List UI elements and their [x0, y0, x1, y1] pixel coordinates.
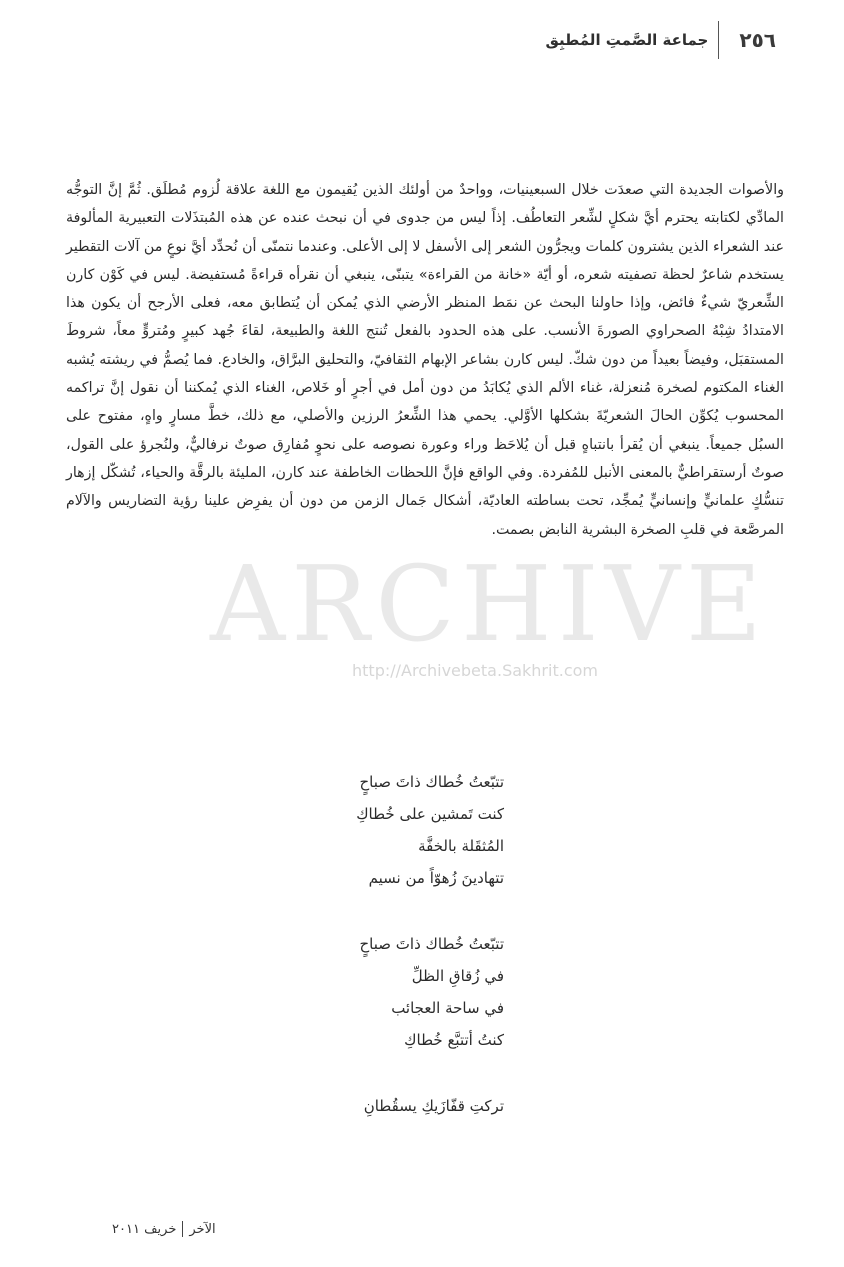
issue-label: خريف ٢٠١١: [112, 1221, 177, 1237]
page-number: ٢٥٦: [739, 28, 776, 52]
header-divider: [718, 21, 719, 59]
poem: [204, 766, 504, 1156]
verse-line: تتبّعتُ خُطاك ذاتَ صباحٍ: [359, 773, 504, 791]
page-header: [546, 20, 777, 60]
watermark-url: http://Archivebeta.Sakhrit.com: [352, 661, 598, 680]
footer-divider: [182, 1221, 183, 1237]
poem-stanza: [204, 766, 504, 894]
page-footer: [112, 1221, 216, 1237]
verse-line: في ساحة العجائب: [391, 999, 504, 1017]
paragraph: والأصوات الجديدة التي صعدَت خلال السبعينيات، وواحدٌ من أولئك الذين يُقيمون مع اللغة علاقة لُزوم مُطلَق. ثُمَّ إنَّ التوجُّه المادِّي لكتابته يحترم أيَّ شكلٍ لشِّعر التعاطُف. إذاً ليس من جدوى في أن نبحث عنده عن هذه المُبتذَلات التعبيرية المألوفة عند الشعراء الذين يشترون كلمات ويجرُّون الشعر إلى الأسفل لا إلى الأعلى. وعندما نتمنّى أن نُحدِّد أيَّ نوعٍ من آلات التقطير يستخدم شاعرٌ لحظة تصفيته شعره، أو أيّة «خانة من القراءة» يتبنّى، ينبغي أن نقرأه قراءةً مُستفيضة. ليس في كَوْن كارن الشِّعريّ شيءٌ فائض، وإذا حاولنا البحث عن نمَط المنظر الأرضي الذي يُمكن أن يُتطابق معه، فعلى الأرجح أن يكون هذا الامتدادُ شِبْهُ الصحراوي الصورةَ الأنسب. على هذه الحدود بالفعل تُنتج اللغة والطبيعة، لقاءَ جُهد كبيرٍ ومُتروٍّ معاً، شروطَ المستقبَل، وفيضاً بعيداً من دون شكّ. ليس كارن بشاعر الإبهام الثقافيّ، والتحليق البرَّاق، والخادع. فما يُصمُّ في ريشته يُشبه الغناء المكتوم لصخرة مُنعزلة، غناء الألم الذي يُكابَدُ من دون أمل في أجرٍ أو خَلاص، الغناء الذي يُمكننا أن نقول إنَّ تراكمه المحسوب يُكوِّن الحالَ الشعريّةَ بشكلها الأوَّلي. يحمي هذا الشِّعرُ الرزين والأصلي، مع ذلك، خطَّ مسارٍ واهٍ، مفتوح على السبُل جميعاً. ينبغي أن يُقرأ بانتباهٍ قبل أن يُلاحَظ وراء وعورة نصوصه على نحوٍ مُفارِق صوتٌ نرفاليٌّ، ولنُجرؤ على القول، صوتٌ أرستقراطيٌّ بالمعنى الأنبل للمُفردة. وفي الواقع فإنَّ اللحظات الخاطفة عند كارن، المليئة بالرقَّة والحياء، تُشكّل إزهار تنسُّكٍ علمانيٍّ وإنسانيٍّ يُمجِّد، تحت بساطته العاديّة، أشكال جَمال الزمن من دون أن يفرِض علينا رؤية التضاريس والآلام المرصَّعة في قلبِ الصخرة البشرية النابض بصمت.: [66, 182, 784, 538]
verse-line: في زُقاقِ الظلِّ: [411, 967, 504, 985]
verse-line: تتبّعتُ خُطاك ذاتَ صباحٍ: [359, 935, 504, 953]
journal-name: الآخر: [189, 1221, 216, 1237]
verse-line: المُثقَلة بالخفَّة: [418, 837, 504, 855]
verse-line: كنت تَمشين على خُطاكِ: [356, 805, 504, 823]
verse-line: كنتُ أتتبَّع خُطاكِ: [404, 1031, 504, 1049]
poem-stanza: [204, 1090, 504, 1122]
verse-line: تتهادينَ زُهوّاً من نسيم: [368, 869, 504, 887]
poem-stanza: [204, 928, 504, 1056]
verse-line: تركتِ قفّازَيكِ يسقُطانِ: [363, 1097, 504, 1115]
running-title: جماعة الصَّمتِ المُطبِق: [545, 31, 709, 49]
body-text: [66, 176, 784, 544]
archive-watermark: ARCHIVE: [210, 543, 768, 665]
